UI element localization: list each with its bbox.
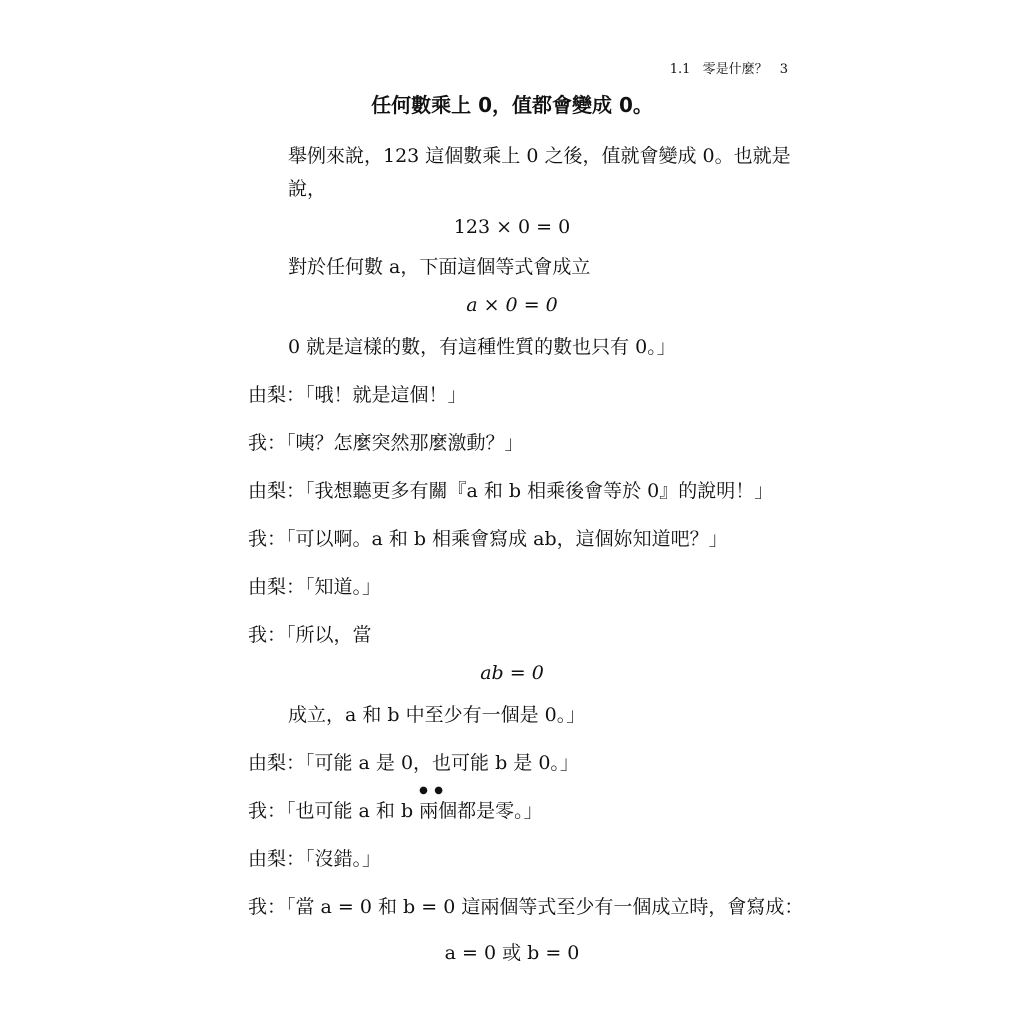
paragraph-line: 說， — [288, 178, 327, 200]
boxed-statement: 任何數乘上 0，值都會變成 0。 — [371, 93, 653, 117]
dialogue-line: 由梨：「沒錯。」 — [248, 848, 382, 870]
paragraph-line: 成立，a 和 b 中至少有一個是 0。」 — [288, 704, 586, 726]
dialogue-line: 由梨：「我想聽更多有關『a 和 b 相乘後會等於 0』的說明！」 — [248, 480, 774, 502]
dialogue-line — [248, 802, 543, 821]
emphasized-text: ● ● 兩個 — [419, 802, 457, 821]
page-number: 3 — [779, 62, 788, 77]
dialogue-text: 我：「也可能 a 和 b — [248, 800, 420, 822]
paragraph-line: 舉例來說，123 這個數乘上 0 之後，值就會變成 0。也就是 — [288, 145, 791, 167]
dialogue-line: 我：「當 a = 0 和 b = 0 這兩個等式至少有一個成立時，會寫成： — [248, 896, 804, 918]
dialogue-line: 由梨：「哦！就是這個！」 — [248, 384, 467, 406]
dialogue-line: 我：「所以，當 — [248, 624, 372, 646]
equation: a = 0 或 b = 0 — [444, 942, 580, 964]
equation: a × 0 = 0 — [466, 294, 558, 316]
section-number: 1.1 — [669, 62, 691, 77]
paragraph-line: 0 就是這樣的數，有這種性質的數也只有 0。」 — [288, 336, 676, 358]
dialogue-line: 由梨：「可能 a 是 0，也可能 b 是 0。」 — [248, 752, 579, 774]
paragraph-line: 對於任何數 a，下面這個等式會成立 — [288, 256, 591, 278]
equation: 123 × 0 = 0 — [453, 216, 571, 238]
dialogue-line: 我：「可以啊。a 和 b 相乘會寫成 ab，這個妳知道吧？」 — [248, 528, 728, 550]
dialogue-line: 我：「咦？怎麼突然那麼激動？」 — [248, 432, 524, 454]
dialogue-text: 都是零。」 — [457, 800, 543, 822]
section-title: 零是什麼？ — [702, 62, 768, 77]
running-header — [662, 58, 788, 77]
equation: ab = 0 — [480, 662, 544, 684]
dialogue-line: 由梨：「知道。」 — [248, 576, 382, 598]
